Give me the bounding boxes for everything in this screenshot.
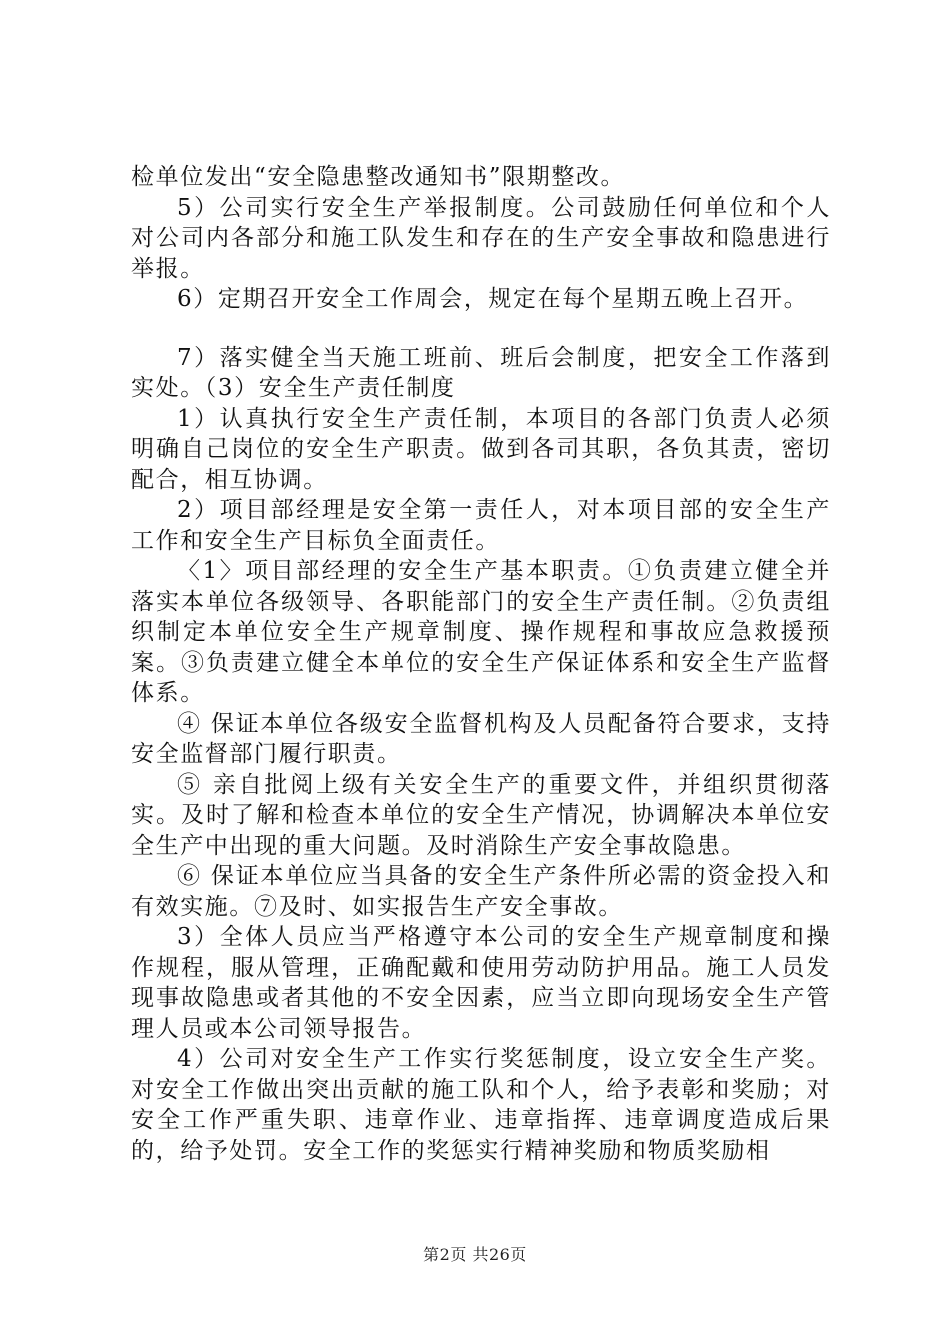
paragraph-item-6: 6）定期召开安全工作周会，规定在每个星期五晚上召开。 bbox=[177, 286, 809, 312]
document-body bbox=[131, 162, 831, 1166]
paragraph-manager-duties: 〈1〉项目部经理的安全生产基本职责。①负责建立健全并落实本单位各级领导、各职能部门的安全生产责任制。②负责组织制定本单位安全生产规章制度、操作规程和事故应急救援预案。③负责建立健全本单位的安全生产保证体系和安全生产监督体系。 bbox=[131, 558, 831, 706]
page-number-footer: 第2页 共26页 bbox=[423, 1245, 527, 1264]
paragraph-item-5: 5）公司实行安全生产举报制度。公司鼓励任何单位和个人对公司内各部分和施工队发生和存在的生产安全事故和隐患进行举报。 bbox=[131, 194, 831, 282]
paragraph-duty-4: ④ 保证本单位各级安全监督机构及人员配备符合要求，支持安全监督部门履行职责。 bbox=[131, 710, 831, 767]
paragraph-duty-5: ⑤ 亲自批阅上级有关安全生产的重要文件，并组织贯彻落实。及时了解和检查本单位的安全生产情况，协调解决本单位安全生产中出现的重大问题。及时消除生产安全事故隐患。 bbox=[131, 771, 831, 859]
paragraph-duty-6-7: ⑥ 保证本单位应当具备的安全生产条件所必需的资金投入和有效实施。⑦及时、如实报告生产安全事故。 bbox=[131, 863, 831, 920]
paragraph-spacer bbox=[131, 315, 831, 343]
paragraph-continuation: 检单位发出“安全隐患整改通知书”限期整改。 bbox=[131, 164, 626, 190]
paragraph-item-7: 7）落实健全当天施工班前、班后会制度，把安全工作落到实处。（3）安全生产责任制度 bbox=[131, 344, 831, 401]
paragraph-responsibility-4: 4）公司对安全生产工作实行奖惩制度，设立安全生产奖。对安全工作做出突出贡献的施工队和个人，给予表彰和奖励；对安全工作严重失职、违章作业、违章指挥、违章调度造成后果的，给予处罚。安全工作的奖惩实行精神奖励和物质奖励相 bbox=[131, 1046, 831, 1164]
paragraph-responsibility-2: 2）项目部经理是安全第一责任人，对本项目部的安全生产工作和安全生产目标负全面责任。 bbox=[131, 497, 831, 554]
paragraph-responsibility-3: 3）全体人员应当严格遵守本公司的安全生产规章制度和操作规程，服从管理，正确配戴和使用劳动防护用品。施工人员发现事故隐患或者其他的不安全因素，应当立即向现场安全生产管理人员或本公司领导报告。 bbox=[131, 924, 831, 1042]
paragraph-responsibility-1: 1）认真执行安全生产责任制，本项目的各部门负责人必须明确自己岗位的安全生产职责。做到各司其职，各负其责，密切配合，相互协调。 bbox=[131, 405, 831, 493]
